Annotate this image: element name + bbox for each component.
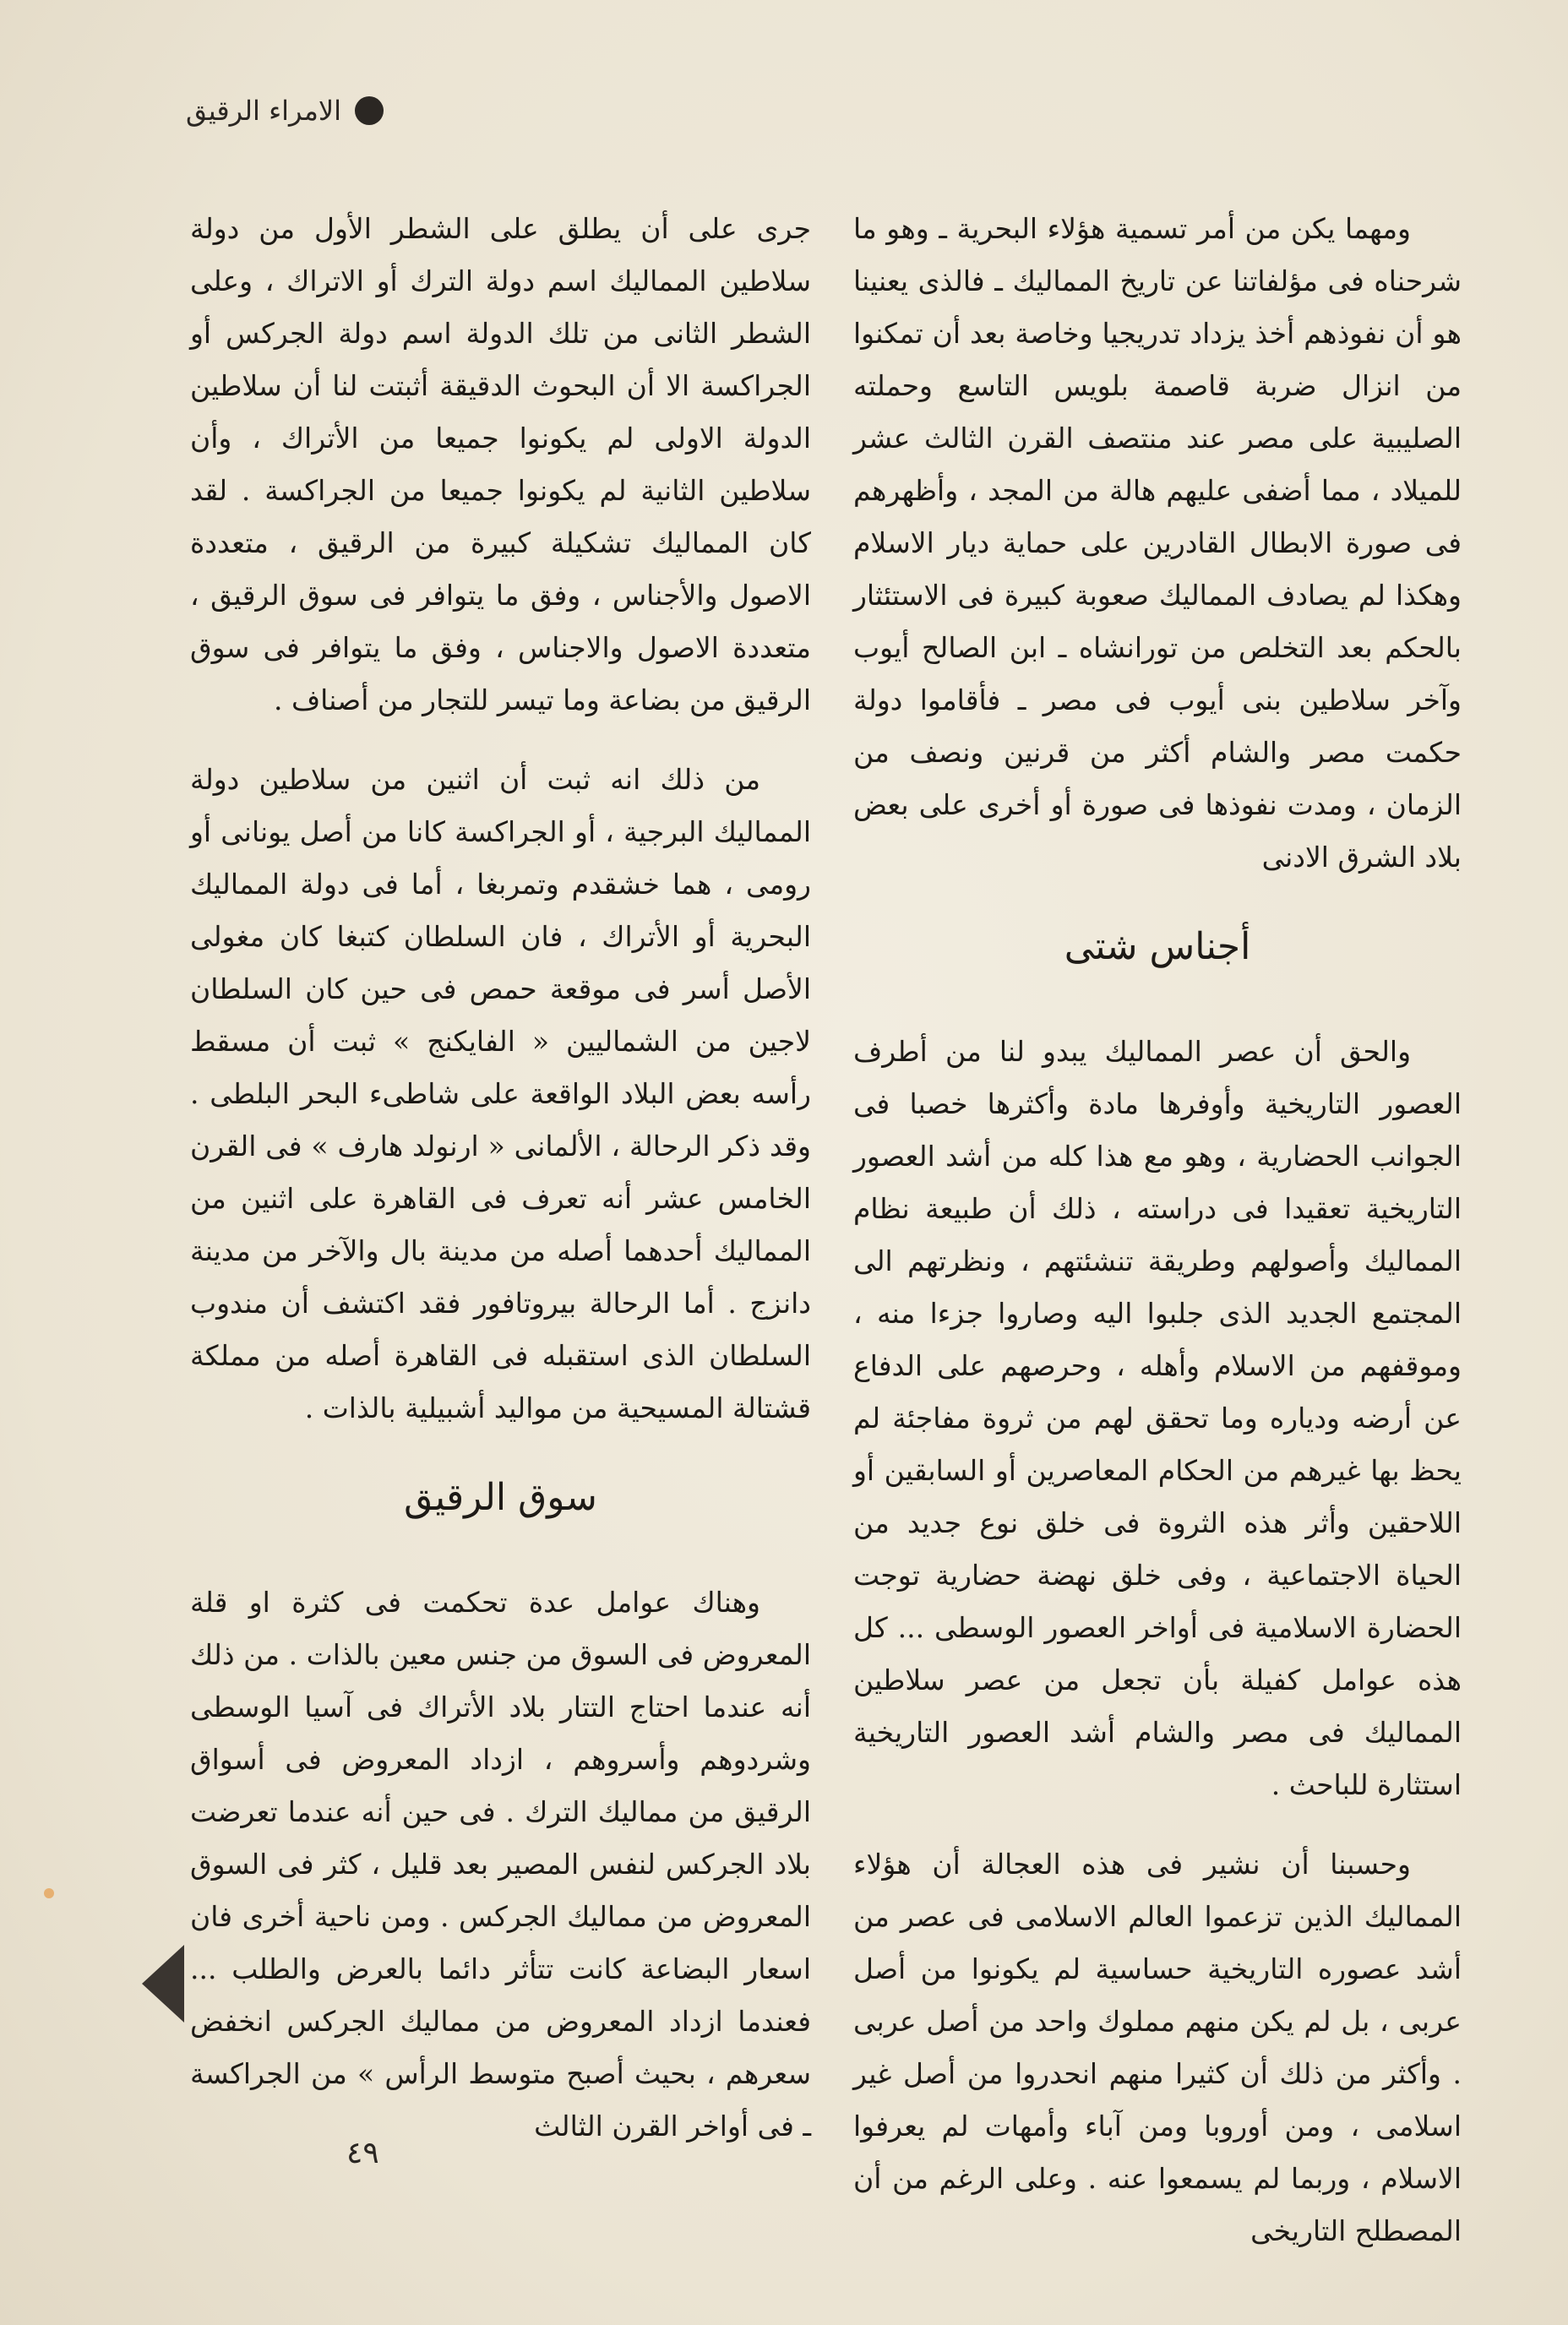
right-paragraph-2: والحق أن عصر المماليك يبدو لنا من أطرف العصور التاريخية وأوفرها مادة وأكثرها خصبا فى الجوانب الحضارية ، وهو مع هذا كله من أشد العصور التاريخية تعقيدا فى دراسته ، ذلك أن طبيعة نظام المماليك وأصولهم وطريقة تنشئتهم ، ونظرتهم الى المجتمع الجديد الذى جلبوا اليه وصاروا جزءا منه ، وموقفهم من الاسلام وأهله ، وحرصهم على الدفاع عن أرضه ودياره وما تحقق لهم من ثروة مفاجئة لم يحظ بها غيرهم من الحكام المعاصرين أو السابقين أو اللاحقين وأثر هذه الثروة فى خلق نوع جديد من الحياة الاجتماعية ، وفى خلق نهضة حضارية توجت الحضارة الاسلامية فى أواخر العصور الوسطى ... كل هذه عوامل كفيلة بأن تجعل من عصر سلاطين المماليك فى مصر والشام أشد العصور التاريخية استثارة للباحث . — [853, 1035, 1462, 1801]
section-heading-ajnas: أجناس شتى — [1064, 925, 1251, 968]
left-column — [190, 203, 811, 2180]
paper-stain — [44, 1888, 54, 1898]
right-paragraph-1: ومهما يكن من أمر تسمية هؤلاء البحرية ـ وهو ما شرحناه فى مؤلفاتنا عن تاريخ المماليك ـ فالذى يعنينا هو أن نفوذهم أخذ يزداد تدريجيا وخاصة بعد أن تمكنوا من انزال ضربة قاصمة بلويس التاسع وحملته الصليبية على مصر عند منتصف القرن الثالث عشر للميلاد ، مما أضفى عليهم هالة من المجد ، وأظهرهم فى صورة الابطال القادرين على حماية ديار الاسلام وهكذا لم يصادف المماليك صعوبة كبيرة فى الاستئثار بالحكم بعد التخلص من تورانشاه ـ ابن الصالح أيوب وآخر سلاطين بنى أيوب فى مصر ـ فأقاموا دولة حكمت مصر والشام أكثر من قرنين ونصف من الزمان ، ومدت نفوذها فى صورة أو أخرى على بعض بلاد الشرق الادنى — [853, 212, 1462, 874]
left-paragraph-1: جرى على أن يطلق على الشطر الأول من دولة سلاطين المماليك اسم دولة الترك أو الاتراك ، وعلى الشطر الثانى من تلك الدولة اسم دولة الجركس أو الجراكسة الا أن البحوث الدقيقة أثبتت لنا أن سلاطين الدولة الاولى لم يكونوا جميعا من الأتراك ، وأن سلاطين الثانية لم يكونوا جميعا من الجراكسة . لقد كان المماليك تشكيلة كبيرة من الرقيق ، متعددة الاصول والأجناس ، وفق ما يتوافر فى سوق الرقيق ، متعددة الاصول والاجناس ، وفق ما يتوافر فى سوق الرقيق من بضاعة وما تيسر للتجار من أصناف . — [190, 212, 811, 716]
left-paragraph-3: وهناك عوامل عدة تحكمت فى كثرة او قلة المعروض فى السوق من جنس معين بالذات . من ذلك أنه عندما احتاج التتار بلاد الأتراك فى آسيا الوسطى وشردوهم وأسروهم ، ازداد المعروض فى أسواق الرقيق من مماليك الترك . فى حين أنه عندما تعرضت بلاد الجركس لنفس المصير بعد قليل ، كثر فى السوق المعروض من مماليك الجركس . ومن ناحية أخرى فان اسعار البضاعة كانت تتأثر دائما بالعرض والطلب ... فعندما ازداد المعروض من مماليك الجركس انخفض سعرهم ، بحيث أصبح متوسط الرأس » من الجراكسة ـ فى أواخر القرن الثالث — [190, 1586, 811, 2143]
page-number: ٤٩ — [346, 2136, 379, 2170]
running-header — [186, 95, 384, 127]
right-column — [853, 203, 1462, 2284]
bullet-icon — [355, 96, 384, 125]
right-paragraph-3: وحسبنا أن نشير فى هذه العجالة أن هؤلاء المماليك الذين تزعموا العالم الاسلامى فى عصر من أشد عصوره التاريخية حساسية لم يكونوا من أصل عربى ، بل لم يكن منهم مملوك واحد من أصل عربى . وأكثر من ذلك أن كثيرا منهم انحدروا من أصل غير اسلامى ، ومن أوروبا ومن آباء وأمهات لم يعرفوا الاسلام ، وربما لم يسمعوا عنه . وعلى الرغم من أن المصطلح التاريخى — [853, 1848, 1462, 2247]
section-heading-souq: سوق الرقيق — [404, 1476, 597, 1519]
running-title: الامراء الرقيق — [186, 95, 341, 127]
page-tab-marker — [142, 1945, 184, 2023]
left-paragraph-2: من ذلك انه ثبت أن اثنين من سلاطين دولة المماليك البرجية ، أو الجراكسة كانا من أصل يونانى أو رومى ، هما خشقدم وتمربغا ، أما فى دولة المماليك البحرية أو الأتراك ، فان السلطان كتبغا كان مغولى الأصل أسر فى موقعة حمص فى حين كان السلطان لاجين من الشماليين « الفايكنج » ثبت أن مسقط رأسه بعض البلاد الواقعة على شاطىء البحر البلطى . وقد ذكر الرحالة ، الألمانى « ارنولد هارف » فى القرن الخامس عشر أنه تعرف فى القاهرة على اثنين من المماليك أحدهما أصله من مدينة بال والآخر من مدينة دانزج . أما الرحالة بيروتافور فقد اكتشف أن مندوب السلطان الذى استقبله فى القاهرة أصله من مملكة قشتالة المسيحية من مواليد أشبيلية بالذات . — [190, 763, 811, 1424]
